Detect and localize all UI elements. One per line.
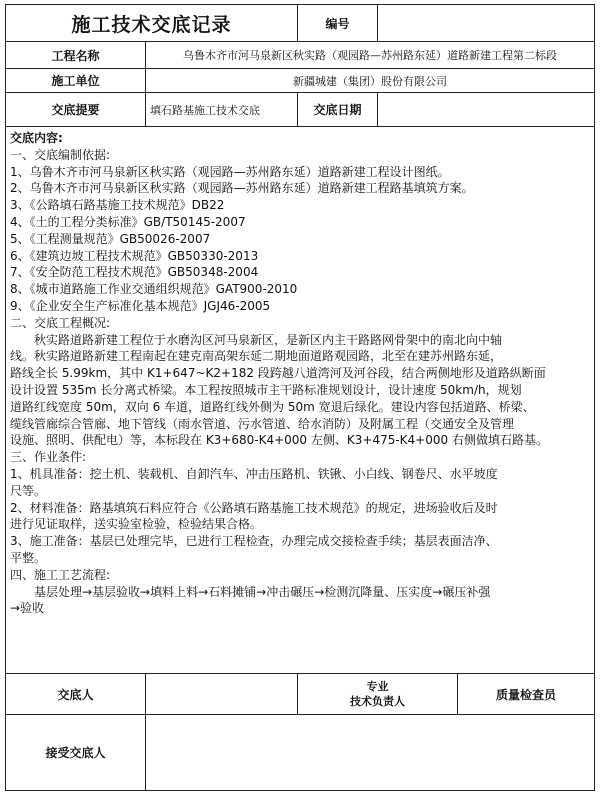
- content-line: 二、交底工程概况:: [10, 315, 111, 330]
- content-line: 路线全长 5.99km，其中 K1+647~K2+182 段跨越八道湾河及河谷段，结合两侧地形及道路纵断面: [10, 366, 546, 381]
- content-line: 道路红线宽度 50m，双向 6 车道，道路红线外侧为 50m 宽退后绿化。建设内容包括道路、桥梁、: [10, 399, 535, 414]
- content-line: 一、交底编制依据:: [10, 147, 111, 162]
- content-line: 平整。: [10, 550, 47, 565]
- presenter-signature[interactable]: [146, 674, 298, 715]
- tech-lead-label-line2: 技术负责人: [350, 695, 406, 708]
- content-line: 设施、照明、供配电）等，本标段在 K3+680-K4+000 左侧、K3+475-K4+000 右侧做填石路基。: [10, 433, 548, 448]
- document-title: 施工技术交底记录: [6, 5, 298, 42]
- quality-inspector-label: 质量检查员: [496, 687, 557, 702]
- content-line: 9、《企业安全生产标准化基本规范》JGJ46-2005: [10, 298, 271, 313]
- receiver-signature[interactable]: [146, 715, 595, 791]
- number-label: 编号: [298, 5, 378, 42]
- content-heading: 交底内容:: [10, 131, 63, 145]
- content-line: 3、《公路填石路基施工技术规范》DB22: [10, 198, 225, 213]
- content-line: 1、机具准备：挖土机、装载机、自卸汽车、冲击压路机、铁锹、小白线、钢卷尺、水平坡度: [10, 466, 498, 481]
- content-line: 三、作业条件:: [10, 450, 87, 465]
- content-line: 2、材料准备：路基填筑石料应符合《公路填石路基施工技术规范》的规定，进场验收后及时: [10, 500, 498, 515]
- content-line: 缆线管廊综合管廊、地下管线（雨水管道、污水管道、给水消防）及附属工程（交通安全及管理: [10, 416, 515, 431]
- tech-lead-label-line1: 专业: [366, 680, 389, 693]
- project-name-value[interactable]: 乌鲁木齐市河马泉新区秋实路（观园路—苏州路东延）道路新建工程第二标段: [146, 42, 595, 69]
- tech-lead-label: [298, 674, 458, 715]
- content-line: →验收: [10, 601, 45, 616]
- presenter-label: 交底人: [6, 674, 146, 715]
- date-label: 交底日期: [298, 93, 378, 127]
- summary-value[interactable]: 填石路基施工技术交底: [146, 93, 298, 127]
- briefing-content: [10, 130, 590, 617]
- content-line: 进行见证取样，送实验室检验，检验结果合格。: [10, 517, 263, 532]
- construction-unit-label: 施工单位: [6, 69, 146, 93]
- content-line: 6、《建筑边坡工程技术规范》GB50330-2013: [10, 248, 259, 263]
- content-line: 四、施工工艺流程:: [10, 567, 111, 582]
- date-value[interactable]: [378, 93, 595, 127]
- technical-briefing-form: [5, 4, 595, 791]
- content-line: 秋实路道路新建工程位于水磨沟区河马泉新区，是新区内主干路路网骨架中的南北向中轴: [34, 332, 503, 347]
- content-line: 线。秋实路道路新建工程南起在建克南高架东延二期地面道路观园路，北至在建苏州路东延，: [10, 349, 503, 364]
- content-line: 2、乌鲁木齐市河马泉新区秋实路（观园路—苏州路东延）道路新建工程路基填筑方案。: [10, 181, 474, 196]
- briefing-content-cell: [6, 127, 595, 674]
- content-line: 8、《城市道路施工作业交通组织规范》GAT900-2010: [10, 282, 298, 297]
- number-value[interactable]: [378, 5, 595, 42]
- summary-label: 交底提要: [6, 93, 146, 127]
- construction-unit-value[interactable]: 新疆城建（集团）股份有限公司: [146, 69, 595, 93]
- content-line: 4、《土的工程分类标准》GB/T50145-2007: [10, 214, 246, 229]
- content-line: 5、《工程测量规范》GB50026-2007: [10, 231, 211, 246]
- content-line: 设计设置 535m 长分离式桥梁。本工程按照城市主干路标准规划设计，设计速度 50km/h，规划: [10, 382, 522, 397]
- receiver-label: 接受交底人: [6, 715, 146, 791]
- tech-lead-signature[interactable]: [458, 674, 595, 715]
- content-line: 基层处理→基层验收→填料上料→石料摊铺→冲击碾压→检测沉降量、压实度→碾压补强: [34, 584, 491, 599]
- content-line: 1、乌鲁木齐市河马泉新区秋实路（观园路—苏州路东延）道路新建工程设计图纸。: [10, 164, 450, 179]
- content-line: 3、施工准备：基层已处理完毕，已进行工程检查，办理完成交接检查手续；基层表面洁净、: [10, 534, 498, 549]
- content-line: 7、《安全防范工程技术规范》GB50348-2004: [10, 265, 259, 280]
- content-line: 尺等。: [10, 483, 47, 498]
- project-name-label: 工程名称: [6, 42, 146, 69]
